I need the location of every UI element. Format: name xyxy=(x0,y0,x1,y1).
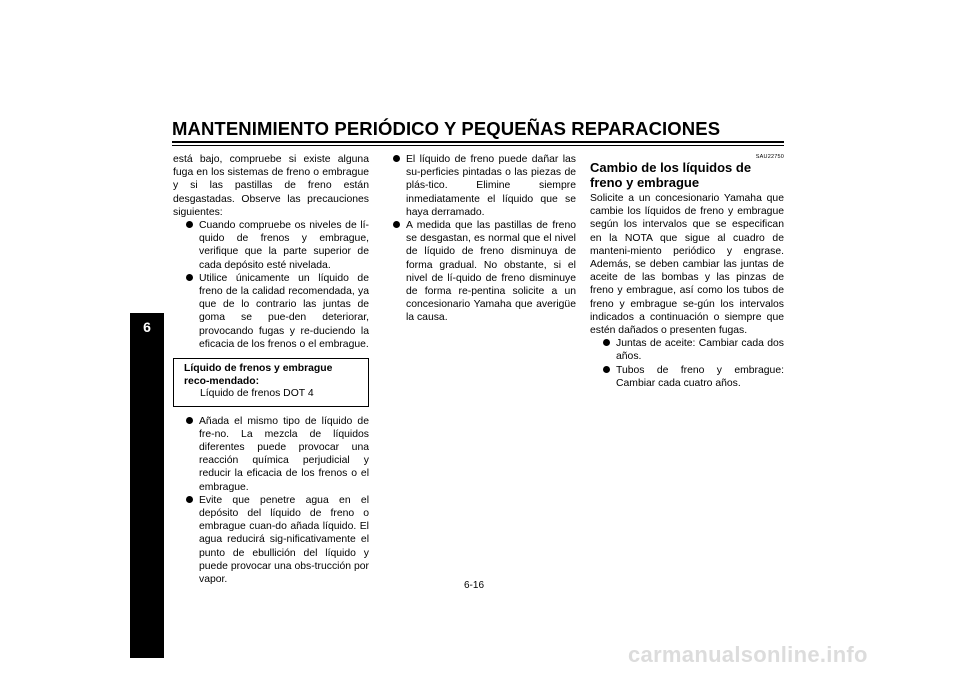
column-right xyxy=(590,153,784,390)
bullet-dot-icon xyxy=(186,496,193,503)
list-item-text: Tubos de freno y embrague: Cambiar cada cuatro años. xyxy=(616,364,784,389)
precautions-list-c xyxy=(392,153,576,325)
section-code: SAU22750 xyxy=(755,154,784,160)
page-number: 6-16 xyxy=(464,580,485,591)
spec-value: Líquido de frenos DOT 4 xyxy=(200,388,314,400)
list-item xyxy=(392,153,576,219)
bullet-dot-icon xyxy=(186,221,193,228)
column-middle xyxy=(392,153,576,325)
precautions-list-a xyxy=(173,219,369,351)
watermark: carmanualsonline.info xyxy=(628,642,868,667)
replacement-list xyxy=(590,337,784,390)
bullet-dot-icon xyxy=(393,155,400,162)
list-item xyxy=(185,494,369,586)
list-item-text: El líquido de freno puede dañar las su-perficies pintadas o las piezas de plás-tico. Elimine siempre inmediatamente el líquido que se haya derramado. xyxy=(406,154,576,218)
intro-paragraph: está bajo, compruebe si existe alguna fuga en los sistemas de freno o embrague y si las pastillas de freno están desgastadas. Observe las precauciones siguientes: xyxy=(173,154,369,218)
list-item-text: Añada el mismo tipo de líquido de fre-no. La mezcla de líquidos diferentes puede provocar una reacción química perjudicial y reducir la eficacia de los frenos o el embrague. xyxy=(199,415,369,493)
list-item xyxy=(185,272,369,351)
header-rule-thin xyxy=(172,145,784,146)
list-item xyxy=(185,415,369,494)
section-heading: Cambio de los líquidos de freno y embrague xyxy=(590,160,752,190)
header-rule-thick xyxy=(172,141,784,143)
bullet-dot-icon xyxy=(603,339,610,346)
bullet-dot-icon xyxy=(186,274,193,281)
list-item-text: A medida que las pastillas de freno se desgastan, es normal que el nivel de líquido de freno disminuya de forma gradual. No obstante, si el nivel de lí-quido de freno disminuye de forma re-pentina solicite a un concesionario Yamaha que averigüe la causa. xyxy=(406,220,576,324)
section-body: Solicite a un concesionario Yamaha que cambie los líquidos de freno y embrague según los intervalos que se especifican en la NOTA que sigue al cuadro de manteni-miento periódico y engrase. Además, se deben cambiar las juntas de aceite de las bombas y las pinzas de freno y embrague, así como los tubos de freno y embrague se-gún los intervalos indicados a continuación o siempre que estén dañados o presenten fugas. xyxy=(590,193,784,337)
list-item xyxy=(602,364,784,390)
spec-heading: Líquido de frenos y embrague reco-mendado: xyxy=(184,363,333,387)
list-item-text: Juntas de aceite: Cambiar cada dos años. xyxy=(616,338,784,363)
column-left xyxy=(173,153,369,586)
bullet-dot-icon xyxy=(603,366,610,373)
list-item-text: Utilice únicamente un líquido de freno de la calidad recomendada, ya que de lo contrario las juntas de goma se pue-den deteriorar, provocando fugas y re-duciendo la eficacia de los frenos o el embrague. xyxy=(199,272,369,350)
list-item xyxy=(602,337,784,363)
list-item-text: Evite que penetre agua en el depósito del líquido de freno o embrague cuan-do añada líquido. El agua reducirá sig-nificativamente el punto de ebullición del líquido y puede provocar una obs-trucción por vapor. xyxy=(199,494,369,585)
chapter-tab-number: 6 xyxy=(143,319,151,335)
bullet-dot-icon xyxy=(186,417,193,424)
list-item xyxy=(185,219,369,272)
page-title: MANTENIMIENTO PERIÓDICO Y PEQUEÑAS REPARACIONES xyxy=(172,118,721,139)
list-item-text: Cuando compruebe os niveles de lí-quido de frenos y embrague, verifique que la parte superior de cada depósito esté nivelada. xyxy=(199,220,369,271)
spec-box xyxy=(173,358,369,407)
list-item xyxy=(392,219,576,325)
chapter-tab xyxy=(130,313,164,658)
bullet-dot-icon xyxy=(393,221,400,228)
precautions-list-b xyxy=(173,415,369,587)
